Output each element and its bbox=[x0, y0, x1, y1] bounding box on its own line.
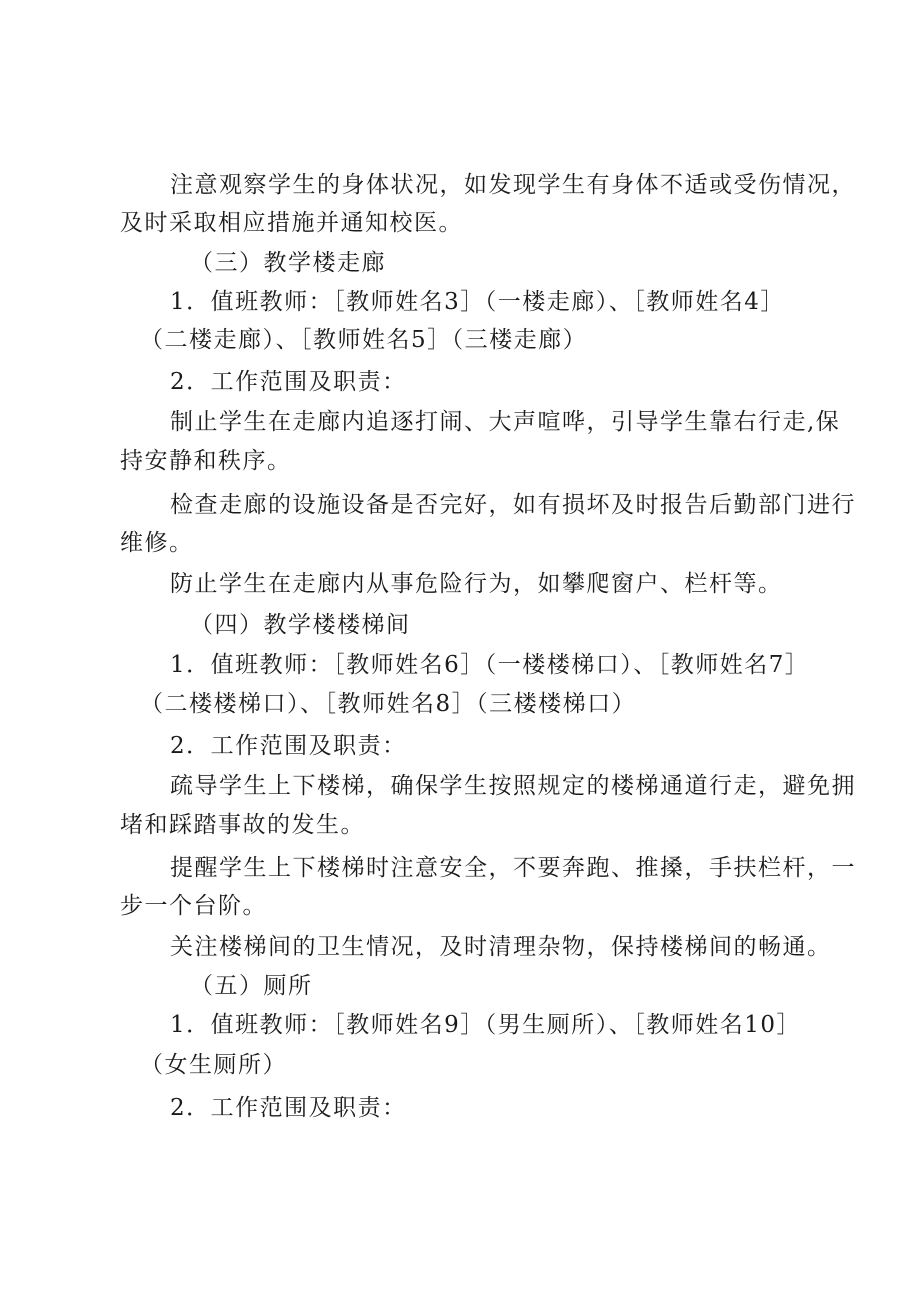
paragraph-line: 堵和踩踏事故的发生。 bbox=[120, 812, 365, 838]
section-heading: （三）教学楼走廊 bbox=[190, 250, 386, 276]
paragraph-line: 制止学生在走廊内追逐打闹、大声喧哗，引导学生靠右行走,保 bbox=[170, 409, 841, 435]
paragraph-line: 疏导学生上下楼梯，确保学生按照规定的楼梯通道行走，避免拥 bbox=[170, 773, 856, 799]
paragraph-line: 2．工作范围及职责： bbox=[170, 733, 407, 759]
paragraph-line: 1．值班教师：［教师姓名3］（一楼走廊）、［教师姓名4］ bbox=[170, 289, 785, 315]
paragraph-line: （二楼楼梯口）、［教师姓名8］（三楼楼梯口） bbox=[140, 691, 637, 717]
paragraph-line: 检查走廊的设施设备是否完好，如有损坏及时报告后勤部门进行 bbox=[170, 492, 856, 518]
paragraph-line: 2．工作范围及职责： bbox=[170, 1095, 407, 1121]
paragraph-line: 维修。 bbox=[120, 530, 194, 556]
paragraph-line: 1．值班教师：［教师姓名6］（一楼楼梯口）、［教师姓名7］ bbox=[170, 652, 810, 678]
paragraph-line: 1．值班教师：［教师姓名9］（男生厕所）、［教师姓名10］ bbox=[170, 1012, 802, 1038]
paragraph-line: 持安静和秩序。 bbox=[120, 448, 292, 474]
section-heading: （四）教学楼楼梯间 bbox=[190, 612, 411, 638]
paragraph-line: 防止学生在走廊内从事危险行为，如攀爬窗户、栏杆等。 bbox=[170, 571, 783, 597]
paragraph-line: 注意观察学生的身体状况，如发现学生有身体不适或受伤情况， bbox=[170, 172, 856, 198]
paragraph-line: （二楼走廊）、［教师姓名5］（三楼走廊） bbox=[140, 327, 588, 353]
paragraph-line: 提醒学生上下楼梯时注意安全，不要奔跑、推搡，手扶栏杆，一 bbox=[170, 855, 856, 881]
paragraph-line: 步一个台阶。 bbox=[120, 893, 267, 919]
section-heading: （五）厕所 bbox=[190, 973, 313, 999]
paragraph-line: 及时采取相应措施并通知校医。 bbox=[120, 210, 463, 236]
paragraph-line: （女生厕所） bbox=[140, 1052, 287, 1078]
paragraph-line: 关注楼梯间的卫生情况，及时清理杂物，保持楼梯间的畅通。 bbox=[170, 934, 832, 960]
paragraph-line: 2．工作范围及职责： bbox=[170, 369, 407, 395]
